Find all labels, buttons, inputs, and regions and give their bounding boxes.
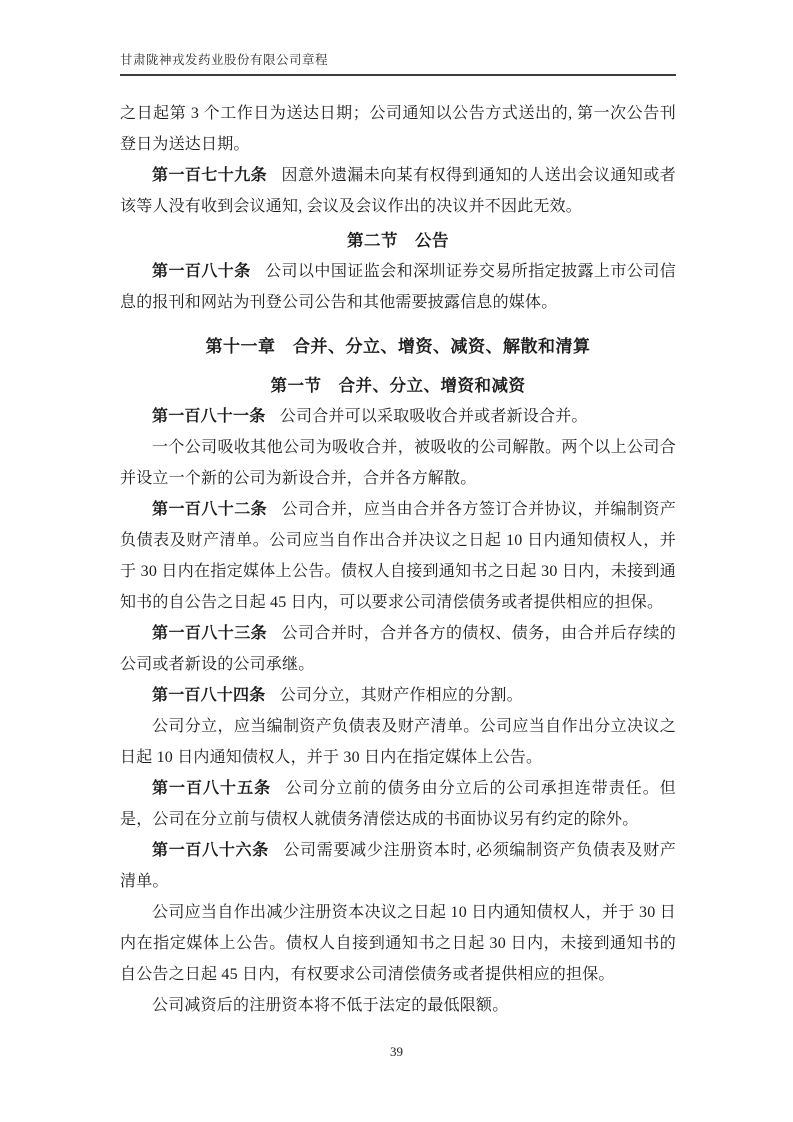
- paragraph-text: 公司减资后的注册资本将不低于法定的最低限额。: [152, 997, 509, 1014]
- paragraph-text: 公司合并时，合并各方的债权、债务，由合并后存续的公司或者新设的公司承继。: [120, 625, 676, 673]
- article-number: 第一百八十五条: [152, 780, 272, 797]
- paragraph-text: 公司分立前的债务由分立后的公司承担连带责任。但是，公司在分立前与债权人就债务清偿达成的书面协议另有约定的除外。: [120, 780, 676, 828]
- article-paragraph: [120, 680, 676, 711]
- body-paragraph: [120, 432, 676, 494]
- article-paragraph: [120, 618, 676, 680]
- page-footer: [0, 1044, 793, 1060]
- article-paragraph: [120, 160, 676, 222]
- article-number: 第一百八十六条: [152, 842, 269, 859]
- document-title: 甘肃陇神戎发药业股份有限公司章程: [120, 53, 329, 67]
- article-number: 第一百八十四条: [152, 687, 266, 704]
- body-paragraph: [120, 711, 676, 773]
- paragraph-text: 公司需要减少注册资本时, 必须编制资产负债表及财产清单。: [120, 842, 676, 890]
- article-number: 第一百八十三条: [152, 625, 268, 642]
- article-number: 第一百八十二条: [152, 501, 268, 518]
- paragraph-text: 因意外遗漏未向某有权得到通知的人送出会议通知或者该等人没有收到会议通知, 会议及会议作出的决议并不因此无效。: [120, 167, 676, 215]
- article-paragraph: [120, 256, 676, 318]
- paragraph-text: 公司合并，应当由合并各方签订合并协议，并编制资产负债表及财产清单。公司应当自作出合并决议之日起 10 日内通知债权人，并于 30 日内在指定媒体上公告。债权人自接到通知书之日起 30 日内，未接到通知书的自公告之日起 45 日内，可以要求公司清偿债务或者提供相应的担保。: [120, 501, 676, 611]
- paragraph-text: 公司以中国证监会和深圳证券交易所指定披露上市公司信息的报刊和网站为刊登公司公告和其他需要披露信息的媒体。: [120, 263, 676, 311]
- article-paragraph: [120, 835, 676, 897]
- article-number: 第一百七十九条: [152, 167, 268, 184]
- paragraph-text: 公司合并可以采取吸收合并或者新设合并。: [279, 408, 588, 425]
- body-paragraph: [120, 98, 676, 160]
- section-heading: 第一节 合并、分立、增资和减资: [270, 376, 526, 395]
- article-number: 第一百八十条: [152, 263, 251, 280]
- paragraph-text: 公司分立，其财产作相应的分割。: [279, 687, 523, 704]
- paragraph-text: 之日起第 3 个工作日为送达日期；公司通知以公告方式送出的, 第一次公告刊登日为送达日期。: [120, 105, 676, 153]
- body-paragraph: [120, 897, 676, 990]
- chapter-heading: 第十一章 合并、分立、增资、减资、解散和清算: [205, 337, 591, 356]
- paragraph-text: 公司应当自作出减少注册资本决议之日起 10 日内通知债权人，并于 30 日内在指定媒体上公告。债权人自接到通知书之日起 30 日内，未接到通知书的自公告之日起 45 日内，有权要求公司清偿债务或者提供相应的担保。: [120, 904, 676, 983]
- paragraph-text: 公司分立，应当编制资产负债表及财产清单。公司应当自作出分立决议之日起 10 日内通知债权人，并于 30 日内在指定媒体上公告。: [120, 718, 676, 766]
- article-paragraph: [120, 401, 676, 432]
- paragraph-text: 一个公司吸收其他公司为吸收合并，被吸收的公司解散。两个以上公司合并设立一个新的公司为新设合并，合并各方解散。: [120, 439, 676, 487]
- body-paragraph: [120, 990, 676, 1021]
- document-body: [120, 98, 676, 1021]
- page-number: 39: [390, 1044, 403, 1059]
- article-paragraph: [120, 494, 676, 618]
- page-header: [120, 52, 676, 76]
- article-paragraph: [120, 773, 676, 835]
- section-heading: 第二节 公告: [347, 231, 449, 250]
- article-number: 第一百八十一条: [152, 408, 266, 425]
